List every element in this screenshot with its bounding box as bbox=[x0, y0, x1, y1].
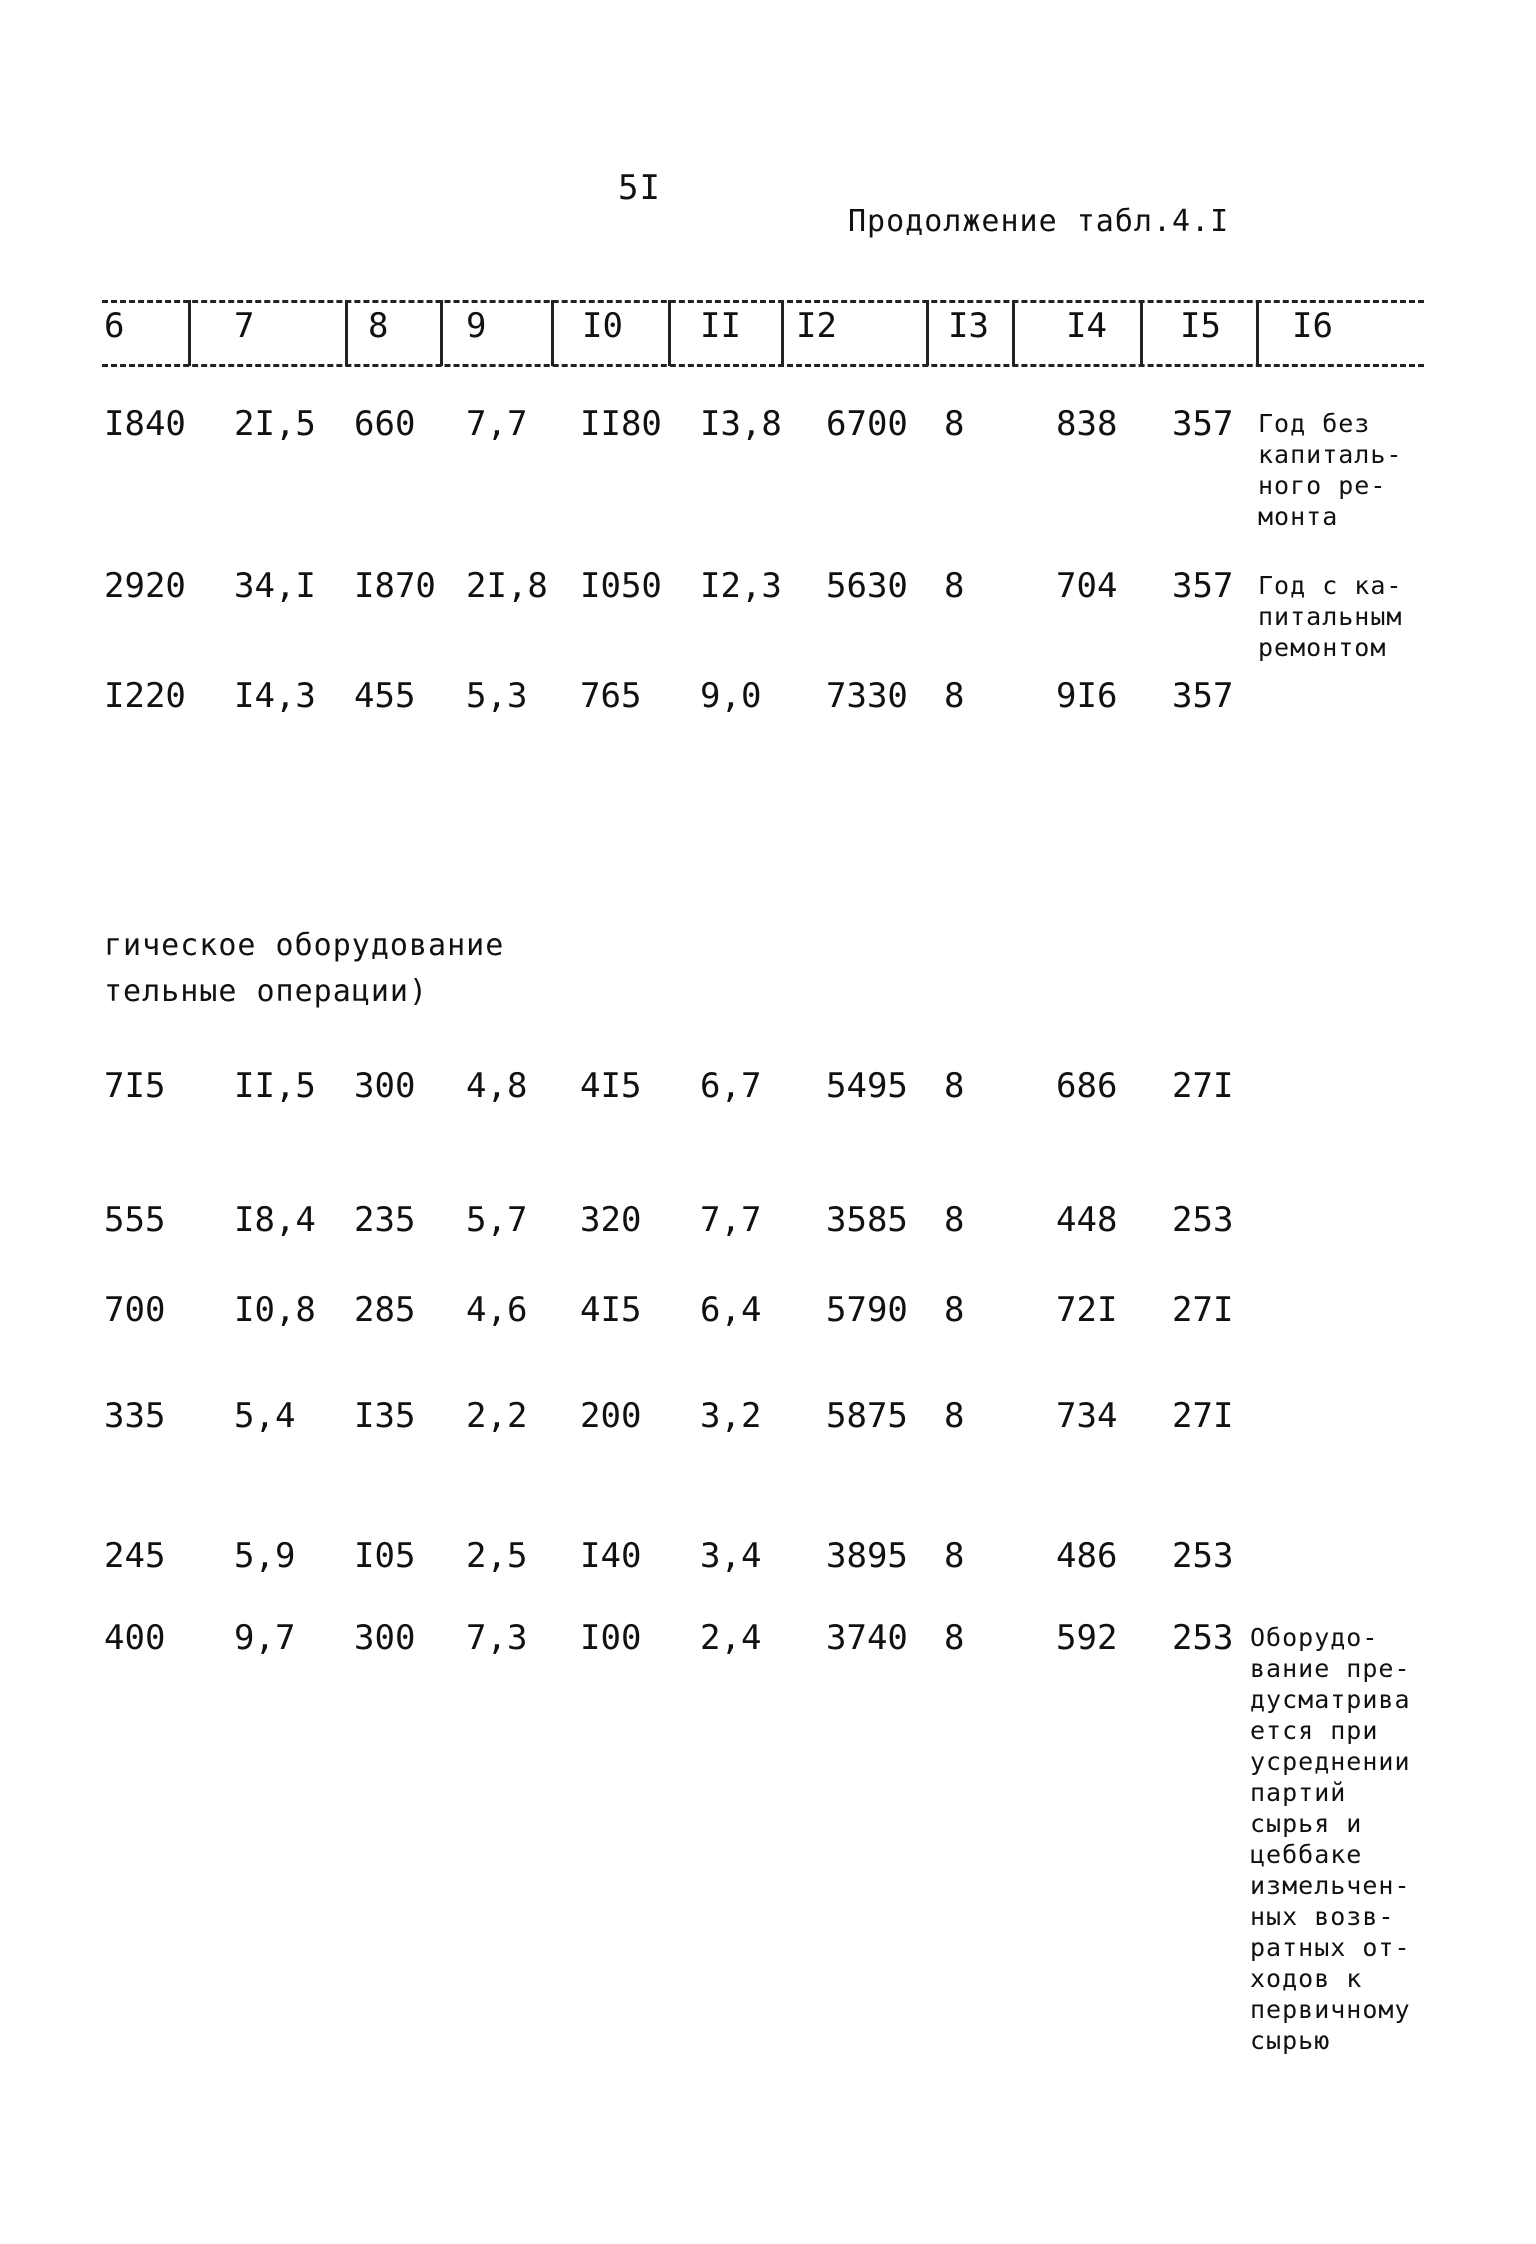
row-note-line: Оборудо- bbox=[1250, 1623, 1379, 1652]
table-cell: 6,4 bbox=[700, 1290, 762, 1330]
table-cell: 4,8 bbox=[466, 1066, 528, 1106]
table-cell: 9,7 bbox=[234, 1618, 296, 1658]
table-cell: 2,4 bbox=[700, 1618, 762, 1658]
table-cell: 2,2 bbox=[466, 1396, 528, 1436]
table-cell: 2I,8 bbox=[466, 566, 548, 606]
table-cell: 8 bbox=[944, 1200, 965, 1240]
table-cell: I870 bbox=[354, 566, 436, 606]
table-cell: I8,4 bbox=[234, 1200, 316, 1240]
table-cell: 555 bbox=[104, 1200, 166, 1240]
row-note-line: ходов к bbox=[1250, 1964, 1363, 1993]
table-cell: 7I5 bbox=[104, 1066, 166, 1106]
section-heading-line: гическое оборудование bbox=[104, 928, 505, 963]
table-cell: 660 bbox=[354, 404, 416, 444]
column-separator bbox=[926, 300, 929, 366]
table-cell: I05 bbox=[354, 1536, 416, 1576]
table-cell: 3740 bbox=[826, 1618, 908, 1658]
table-cell: 3,2 bbox=[700, 1396, 762, 1436]
table-cell: 838 bbox=[1056, 404, 1118, 444]
table-cell: 34,I bbox=[234, 566, 316, 606]
table-cell: 4I5 bbox=[580, 1290, 642, 1330]
column-header: 9 bbox=[466, 306, 487, 346]
row-note-line: партий bbox=[1250, 1778, 1347, 1807]
row-note-line: ратных от- bbox=[1250, 1933, 1411, 1962]
row-note-line: Год с ка- bbox=[1258, 571, 1403, 600]
table-cell: I3,8 bbox=[700, 404, 782, 444]
table-cell: 7330 bbox=[826, 676, 908, 716]
table-cell: 5630 bbox=[826, 566, 908, 606]
table-cell: 4,6 bbox=[466, 1290, 528, 1330]
table-cell: 448 bbox=[1056, 1200, 1118, 1240]
table-cell: 8 bbox=[944, 1536, 965, 1576]
table-cell: I35 bbox=[354, 1396, 416, 1436]
row-note-line: Год без bbox=[1258, 409, 1371, 438]
row-note-line: дусматрива bbox=[1250, 1685, 1411, 1714]
table-cell: I00 bbox=[580, 1618, 642, 1658]
table-cell: 7,7 bbox=[700, 1200, 762, 1240]
table-cell: 592 bbox=[1056, 1618, 1118, 1658]
table-cell: 8 bbox=[944, 1396, 965, 1436]
table-cell: 8 bbox=[944, 1618, 965, 1658]
table-cell: 9I6 bbox=[1056, 676, 1118, 716]
row-note-line: первичному bbox=[1250, 1995, 1411, 2024]
row-note-line: монта bbox=[1258, 502, 1339, 531]
table-cell: 704 bbox=[1056, 566, 1118, 606]
table-cell: 400 bbox=[104, 1618, 166, 1658]
table-cell: 245 bbox=[104, 1536, 166, 1576]
table-cell: 2,5 bbox=[466, 1536, 528, 1576]
page-number: 5I bbox=[618, 168, 661, 208]
table-cell: 235 bbox=[354, 1200, 416, 1240]
table-cell: 285 bbox=[354, 1290, 416, 1330]
table-cell: 2I,5 bbox=[234, 404, 316, 444]
table-cell: 734 bbox=[1056, 1396, 1118, 1436]
table-cell: 27I bbox=[1172, 1290, 1234, 1330]
table-cell: I0,8 bbox=[234, 1290, 316, 1330]
table-cell: 8 bbox=[944, 1066, 965, 1106]
row-note-line: ных возв- bbox=[1250, 1902, 1395, 1931]
column-separator bbox=[551, 300, 554, 366]
table-header-top-rule bbox=[102, 300, 1424, 303]
row-note-line: сырья и bbox=[1250, 1809, 1363, 1838]
column-header: I0 bbox=[582, 306, 623, 346]
row-note bbox=[1258, 570, 1402, 663]
table-cell: 486 bbox=[1056, 1536, 1118, 1576]
table-cell: 5,3 bbox=[466, 676, 528, 716]
table-cell: 300 bbox=[354, 1066, 416, 1106]
table-cell: I220 bbox=[104, 676, 186, 716]
table-cell: 253 bbox=[1172, 1200, 1234, 1240]
table-cell: 6700 bbox=[826, 404, 908, 444]
table-cell: I050 bbox=[580, 566, 662, 606]
table-cell: 9,0 bbox=[700, 676, 762, 716]
table-cell: 2920 bbox=[104, 566, 186, 606]
column-header: 6 bbox=[104, 306, 125, 346]
row-note-line: усреднении bbox=[1250, 1747, 1411, 1776]
table-cell: 357 bbox=[1172, 566, 1234, 606]
row-note bbox=[1258, 408, 1402, 532]
table-cell: 700 bbox=[104, 1290, 166, 1330]
table-cell: 4I5 bbox=[580, 1066, 642, 1106]
table-cell: 765 bbox=[580, 676, 642, 716]
table-cell: 7,7 bbox=[466, 404, 528, 444]
row-note-line: вание пре- bbox=[1250, 1654, 1411, 1683]
table-continuation-label: Продолжение табл.4.I bbox=[848, 204, 1230, 239]
row-note-line: сырью bbox=[1250, 2026, 1331, 2055]
table-cell: 253 bbox=[1172, 1618, 1234, 1658]
table-cell: 686 bbox=[1056, 1066, 1118, 1106]
table-cell: 335 bbox=[104, 1396, 166, 1436]
table-cell: 200 bbox=[580, 1396, 642, 1436]
table-cell: 5,9 bbox=[234, 1536, 296, 1576]
table-cell: II,5 bbox=[234, 1066, 316, 1106]
table-cell: 3,4 bbox=[700, 1536, 762, 1576]
table-cell: 5875 bbox=[826, 1396, 908, 1436]
column-header: I2 bbox=[796, 306, 837, 346]
table-cell: 27I bbox=[1172, 1066, 1234, 1106]
row-note-line: цеббаке bbox=[1250, 1840, 1363, 1869]
table-cell: 5,4 bbox=[234, 1396, 296, 1436]
row-note bbox=[1250, 1622, 1411, 2056]
column-separator bbox=[345, 300, 348, 366]
row-note-line: ного ре- bbox=[1258, 471, 1387, 500]
table-cell: 8 bbox=[944, 676, 965, 716]
row-note-line: питальным bbox=[1258, 602, 1403, 631]
column-separator bbox=[440, 300, 443, 366]
table-cell: 5,7 bbox=[466, 1200, 528, 1240]
table-cell: 455 bbox=[354, 676, 416, 716]
table-cell: 253 bbox=[1172, 1536, 1234, 1576]
column-header: I6 bbox=[1292, 306, 1333, 346]
table-cell: 27I bbox=[1172, 1396, 1234, 1436]
table-cell: 5495 bbox=[826, 1066, 908, 1106]
table-cell: 8 bbox=[944, 404, 965, 444]
table-header-bottom-rule bbox=[102, 364, 1424, 367]
table-cell: 357 bbox=[1172, 404, 1234, 444]
table-cell: I840 bbox=[104, 404, 186, 444]
column-separator bbox=[1140, 300, 1143, 366]
table-cell: 5790 bbox=[826, 1290, 908, 1330]
table-cell: 3895 bbox=[826, 1536, 908, 1576]
table-cell: 300 bbox=[354, 1618, 416, 1658]
table-cell: 6,7 bbox=[700, 1066, 762, 1106]
column-separator bbox=[1256, 300, 1259, 366]
row-note-line: измельчен- bbox=[1250, 1871, 1411, 1900]
column-header: II bbox=[700, 306, 741, 346]
column-separator bbox=[188, 300, 191, 366]
column-header: I5 bbox=[1180, 306, 1221, 346]
row-note-line: капиталь- bbox=[1258, 440, 1403, 469]
column-header: I4 bbox=[1066, 306, 1107, 346]
table-cell: II80 bbox=[580, 404, 662, 444]
column-header: 8 bbox=[368, 306, 389, 346]
table-cell: 72I bbox=[1056, 1290, 1118, 1330]
column-header: I3 bbox=[948, 306, 989, 346]
table-cell: 8 bbox=[944, 566, 965, 606]
column-header: 7 bbox=[234, 306, 255, 346]
table-cell: 320 bbox=[580, 1200, 642, 1240]
column-separator bbox=[1012, 300, 1015, 366]
table-cell: 3585 bbox=[826, 1200, 908, 1240]
table-cell: I40 bbox=[580, 1536, 642, 1576]
row-note-line: ется при bbox=[1250, 1716, 1379, 1745]
row-note-line: ремонтом bbox=[1258, 633, 1387, 662]
table-cell: I2,3 bbox=[700, 566, 782, 606]
table-cell: I4,3 bbox=[234, 676, 316, 716]
table-cell: 8 bbox=[944, 1290, 965, 1330]
table-cell: 357 bbox=[1172, 676, 1234, 716]
column-separator bbox=[668, 300, 671, 366]
column-separator bbox=[781, 300, 784, 366]
section-heading-line: тельные операции) bbox=[104, 974, 429, 1009]
table-cell: 7,3 bbox=[466, 1618, 528, 1658]
